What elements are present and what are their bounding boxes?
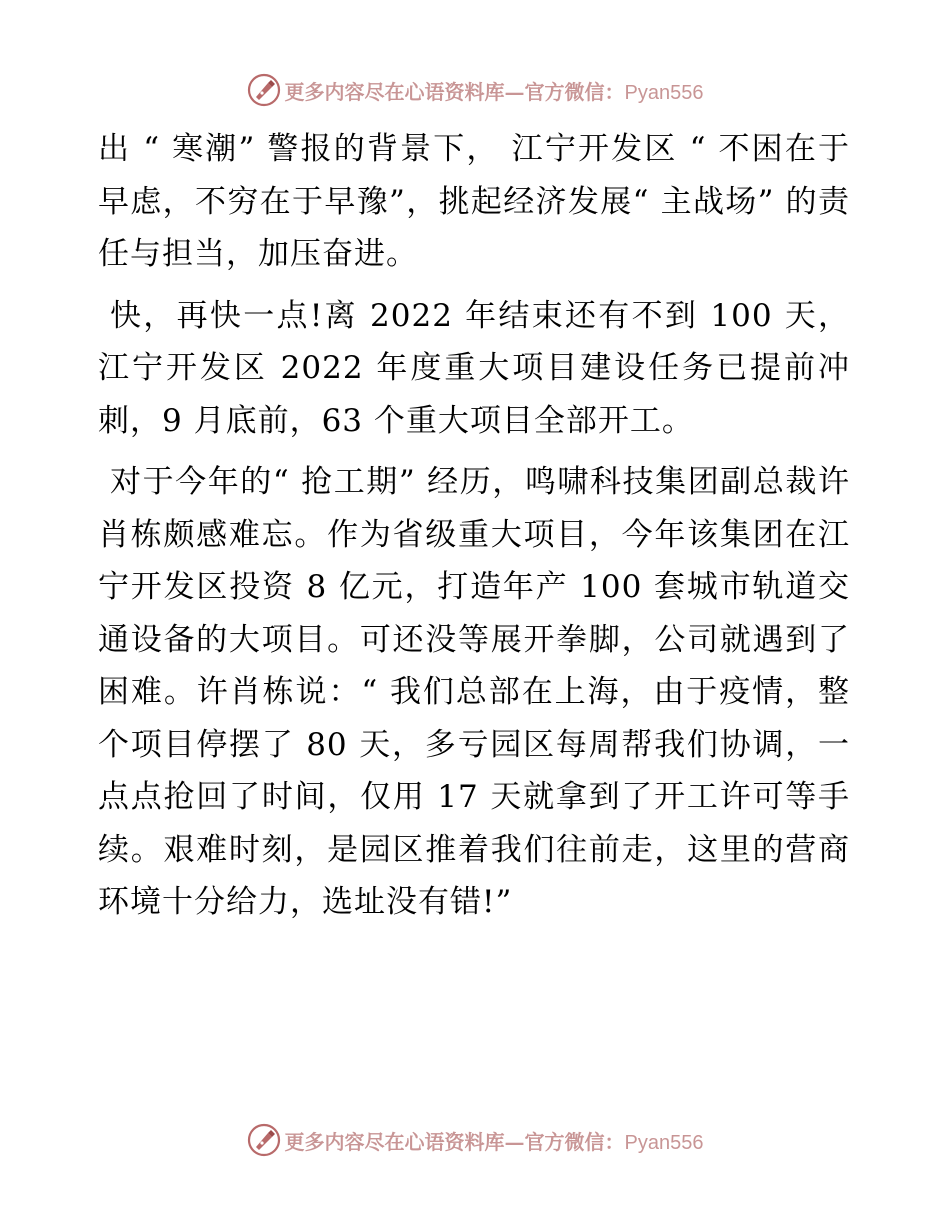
header-banner xyxy=(0,70,950,110)
pen-nib-logo-icon xyxy=(247,73,281,107)
document-body xyxy=(98,123,850,938)
paragraph-3: 对于今年的“ 抢工期” 经历，鸣啸科技集团副总裁许肖栋颇感难忘。作为省级重大项目，今年该集团在江宁开发区投资 8 亿元，打造年产 100 套城市轨道交通设备的大项目。可还没等展开拳脚，公司就遇到了困难。许肖栋说：“ 我们总部在上海，由于疫情，整个项目停摆了 80 天，多亏园区每周帮我们协调，一点点抢回了时间，仅用 17 天就拿到了开工许可等手续。艰难时刻，是园区推着我们往前走，这里的营商环境十分给力，选址没有错!” xyxy=(98,464,850,920)
header-banner-text: 更多内容尽在心语资料库—官方微信：Pyan556 xyxy=(284,79,704,104)
footer-banner-text: 更多内容尽在心语资料库—官方微信：Pyan556 xyxy=(284,1129,704,1154)
footer-wechat-id: Pyan556 xyxy=(624,1131,704,1154)
footer-banner xyxy=(0,1120,950,1160)
paragraph-1: 出 “ 寒潮” 警报的背景下， 江宁开发区 “ 不困在于早虑，不穷在于早豫”，挑起经济发展“ 主战场” 的责任与担当，加压奋进。 xyxy=(98,131,850,272)
pen-nib-logo-icon xyxy=(247,1123,281,1157)
header-wechat-id: Pyan556 xyxy=(624,81,704,104)
paragraph-2: 快，再快一点!离 2022 年结束还有不到 100 天， 江宁开发区 2022 年度重大项目建设任务已提前冲刺，9 月底前，63 个重大项目全部开工。 xyxy=(98,297,850,439)
